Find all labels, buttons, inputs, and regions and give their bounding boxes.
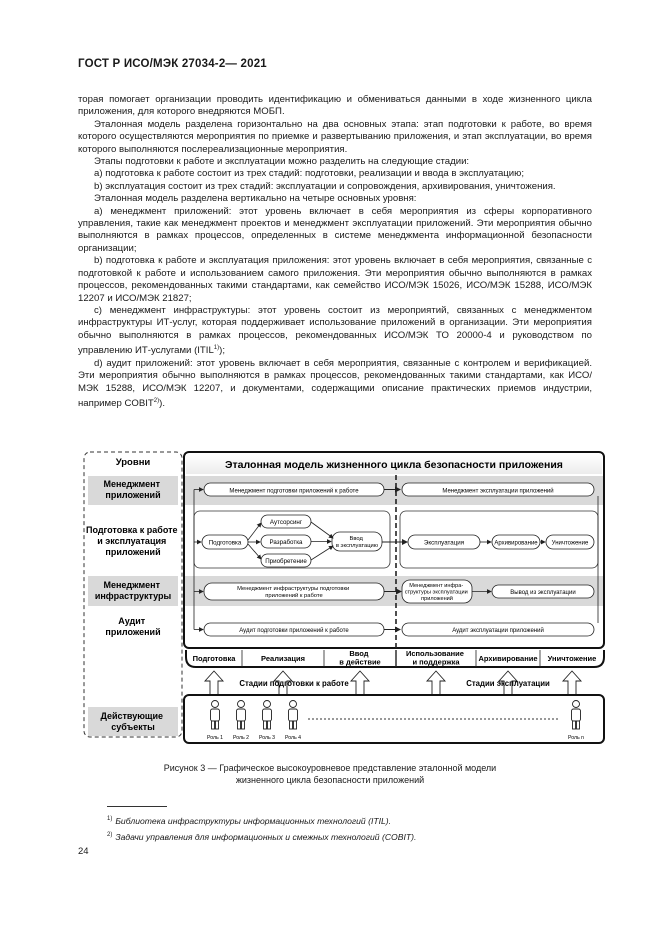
paragraph: a) подготовка к работе состоит из трех стадий: подготовки, реализации и ввода в эксплуатацию; [94, 168, 525, 180]
paragraph [78, 305, 592, 358]
level-prep-ops: Подготовка к работе и эксплуатация приложений [85, 525, 178, 557]
operation-label: Эксплуатация [423, 539, 465, 547]
stage-realization: Реализация [261, 654, 305, 663]
ops-stages-label: Стадии эксплуатации [466, 679, 550, 688]
up-arrow [205, 671, 223, 695]
actor-n [572, 701, 581, 730]
level-app-mgmt: Менеджмент приложений [103, 479, 161, 500]
stage-use-support: Использование и поддержка [405, 649, 464, 667]
body-text [78, 94, 592, 411]
footnote-rule [107, 806, 167, 807]
paragraph: торая помогает организации проводить идентификацию и обмениваться данными в ходе жизненного цикла приложения, для которого внедряются МОБП. [78, 94, 592, 118]
caption-line: жизненного цикла безопасности приложений [235, 775, 425, 785]
paragraph: b) подготовка к работе и эксплуатация приложения: этот уровень включает в себя мероприятия, связанные с подготовкой к работе и использованием самого приложения. Эти мероприятия обычно выполняются в рамках процессов, рекомендованных такими стандартами, как семейство ИСО/МЭК 15026, ИСО/МЭК 15288, ИСО/МЭК 12207 и ИСО/МЭК 21827; [78, 255, 592, 304]
decommission-label: Вывод из эксплуатации [510, 590, 576, 596]
audit-prep-label: Аудит подготовки приложений к работе [239, 628, 349, 634]
figure-3 [78, 445, 608, 755]
outsourcing-label: Аутсорсинг [269, 519, 303, 526]
footnote-mark: 1) [107, 816, 113, 822]
prep-mgmt-label: Менеджмент подготовки приложений к работе [229, 488, 359, 495]
paragraph: Этапы подготовки к работе и эксплуатации можно разделить на следующие стадии: [94, 156, 470, 168]
footnote-mark: 2) [107, 831, 113, 838]
paragraph-text: d) аудит приложений: этот уровень включает в себя мероприятия, связанные с контролем и верификацией. Эти мероприятия обычно выполняются в рамках процессов, рекомендованных такими стандартами, как ИСО/МЭК 15288, ИСО/МЭК 12207, и документами, содержащими описание практических приемов индустрии, например COBIT [78, 357, 592, 410]
paragraph-tail: ); [219, 345, 226, 357]
preparation-label: Подготовка [208, 539, 242, 547]
caption-line: Рисунок 3 — Графическое высокоуровневое представление эталонной модели [163, 763, 497, 773]
infra-ops-label: Менеджмент инфра- структуры эксплуатации приложений [404, 583, 468, 602]
footnote-text: Библиотека инфраструктуры информационных технологий (ITIL). [115, 815, 391, 826]
actors-label: Действующие субъекты [100, 711, 164, 732]
footnotes [107, 812, 416, 844]
role-label: Роль n [567, 735, 585, 741]
actor-figures [211, 701, 581, 730]
figure-caption [78, 762, 582, 786]
paragraph-tail: ). [159, 398, 165, 410]
ops-mgmt-label: Менеджмент эксплуатации приложений [442, 488, 554, 495]
up-arrow [563, 671, 581, 695]
paragraph [78, 358, 592, 411]
destruction-label: Уничтожение [551, 540, 589, 547]
up-arrow [351, 671, 369, 695]
stage-preparation: Подготовка [192, 654, 236, 663]
actor-2 [237, 701, 246, 730]
footnote-text: Задачи управления для информационных и смежных технологий (COBIT). [115, 831, 417, 842]
stage-archiving: Архивирование [478, 654, 538, 663]
arrow-acquisition-commissioning [311, 546, 333, 560]
up-arrow [427, 671, 445, 695]
actor-4 [289, 701, 298, 730]
stage-bracket [186, 650, 604, 667]
model-title: Эталонная модель жизненного цикла безопасности приложения [225, 459, 563, 471]
role-label: Роль 4 [284, 735, 302, 741]
role-label: Роль 3 [258, 735, 276, 741]
role-label: Роль 1 [206, 735, 224, 741]
footnote-ref[interactable]: 1) [213, 345, 220, 352]
commissioning-label: Ввод в эксплуатацию [335, 536, 379, 549]
paragraph: Эталонная модель разделена вертикально на четыре основных уровня: [94, 193, 417, 205]
levels-label: Уровни [115, 457, 151, 468]
stage-commissioning: Ввод в действие [339, 649, 381, 667]
paragraph: b) эксплуатация состоит из трех стадий: эксплуатации и сопровождения, архивирования, уничтожения. [94, 180, 556, 192]
arrow-outsourcing-commissioning [311, 522, 333, 538]
actor-3 [263, 701, 272, 730]
arrow-prep-outsourcing [248, 523, 261, 540]
lifecycle-diagram [78, 445, 608, 750]
audit-ops-label: Аудит эксплуатации приложений [452, 628, 544, 634]
role-label: Роль 2 [232, 735, 250, 741]
arrow-prep-acquisition [248, 544, 261, 559]
archiving-label: Архивирование [494, 540, 538, 547]
paragraph: a) менеджмент приложений: этот уровень включает в себя мероприятия из сферы корпоративного управления, такие как менеджмент проектов и менеджмент эксплуатации приложений. Эти мероприятия обычно выполняются в рамках процессов, определенных в системе менеджмента информационной безопасности организации; [78, 205, 592, 254]
level-audit: Аудит приложений [105, 616, 161, 637]
page-number: 24 [78, 846, 89, 857]
paragraph: Эталонная модель разделена горизонтально на два основных этапа: этап подготовки к работе, во время которого осуществляются мероприятия по приемке и развертыванию приложения, и этап эксплуатации, во время которого выполняются послереализационные мероприятия. [78, 118, 592, 155]
development-label: Разработка [269, 539, 303, 546]
stage-destruction: Уничтожение [547, 654, 597, 663]
footnote [107, 812, 416, 828]
document-header: ГОСТ Р ИСО/МЭК 27034-2— 2021 [78, 58, 267, 70]
paragraph-text: c) менеджмент инфраструктуры: этот уровень состоит из мероприятий, связанных с менеджментом инфраструктуры ИТ-услуг, которая поддерживает использование приложений в организации. Эти мероприятия обычно выполняются в рамках процессов, рекомендованных ИСО/МЭК ТО 20000-4 и руководством по управлению ИТ-услугами (ITIL [78, 304, 592, 357]
prep-stages-label: Стадии подготовки к работе [239, 679, 349, 688]
footnote-ref[interactable]: 2) [153, 397, 160, 404]
infra-prep-label: Менеджмент инфраструктуры подготовки приложений к работе [237, 586, 350, 599]
actor-1 [211, 701, 220, 730]
footnote [107, 828, 416, 844]
acquisition-label: Приобретение [265, 558, 307, 565]
level-infra: Менеджмент инфраструктуры [94, 580, 172, 601]
